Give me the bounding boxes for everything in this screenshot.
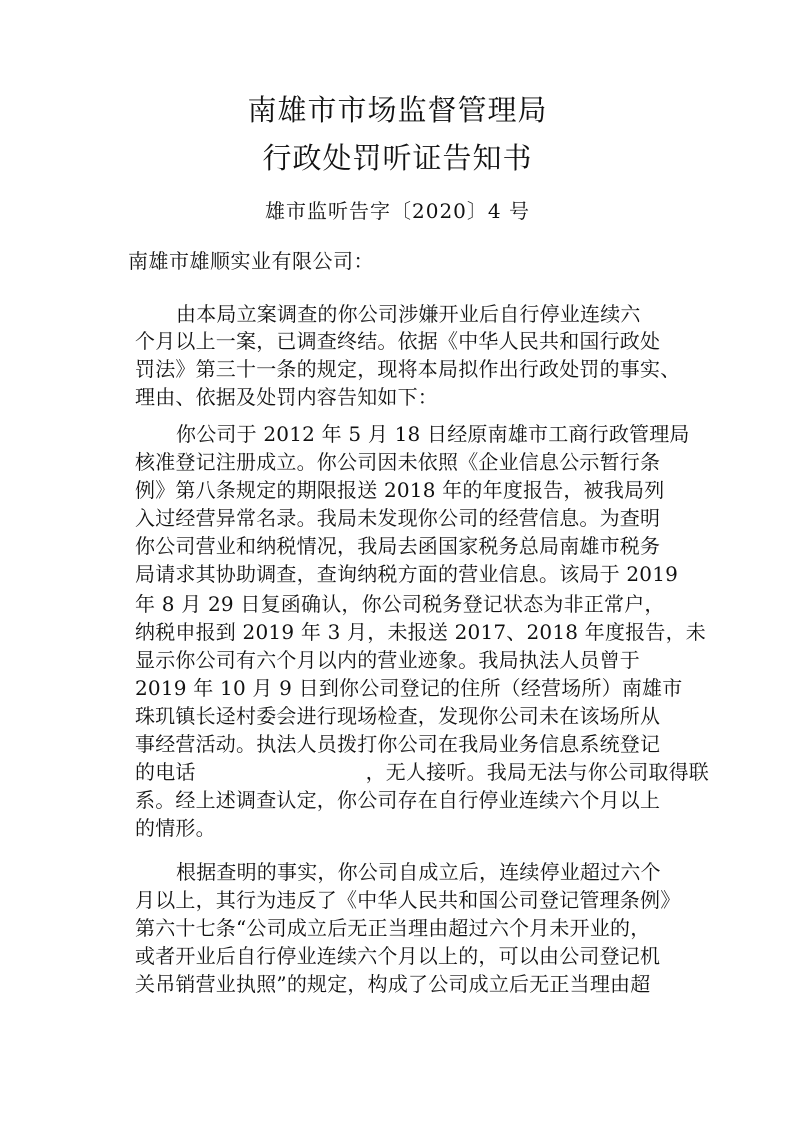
body-line: 根据查明的事实，你公司自成立后，连续停业超过六个 [176,860,661,884]
body-line: 的情形。 [135,816,216,840]
body-line: 珠玑镇长迳村委会进行现场检查，发现你公司未在该场所从 [135,704,661,728]
document-title-type: 行政处罚听证告知书 [262,141,533,175]
body-line: 系。经上述调查认定，你公司存在自行停业连续六个月以上 [135,788,661,812]
body-line: 你公司于 2012 年 5 月 18 日经原南雄市工商行政管理局 [176,422,690,446]
body-line: 个月以上一案，已调查终结。依据《中华人民共和国行政处 [135,329,661,353]
document-title-agency: 南雄市市场监督管理局 [247,93,548,127]
body-line: 纳税申报到 2019 年 3 月，未报送 2017、2018 年度报告，未 [135,620,706,644]
body-line: 2019 年 10 月 9 日到你公司登记的住所（经营场所）南雄市 [135,676,683,700]
body-line: 局请求其协助调查，查询纳税方面的营业信息。该局于 2019 [135,562,679,586]
body-line: 显示你公司有六个月以内的营业迹象。我局执法人员曾于 [135,648,640,672]
body-line: 你公司营业和纳税情况，我局去函国家税务总局南雄市税务 [135,534,661,558]
body-line: 第六十七条“公司成立后无正当理由超过六个月未开业的， [135,916,651,940]
body-line: 或者开业后自行停业连续六个月以上的，可以由公司登记机 [135,944,661,968]
document-number: 雄市监听告字〔2020〕4 号 [265,199,530,223]
body-line: 核准登记注册成立。你公司因未依照《企业信息公示暂行条 [135,450,661,474]
body-line: 月以上，其行为违反了《中华人民共和国公司登记管理条例》 [135,888,681,912]
body-line: 事经营活动。执法人员拨打你公司在我局业务信息系统登记 [135,732,661,756]
body-line: 关吊销营业执照”的规定，构成了公司成立后无正当理由超 [135,972,651,996]
body-line: 由本局立案调查的你公司涉嫌开业后自行停业连续六 [176,302,641,326]
addressee: 南雄市雄顺实业有限公司： [128,249,374,273]
body-line: 例》第八条规定的期限报送 2018 年的年度报告，被我局列 [135,478,665,502]
body-line: 理由、依据及处罚内容告知如下： [135,385,438,409]
body-line-phone [135,758,709,786]
phone-label: 的电话 [135,760,196,784]
phone-tail: ，无人接听。我局无法与你公司取得联 [365,760,710,784]
body-line: 入过经营异常名录。我局未发现你公司的经营信息。为查明 [135,506,661,530]
body-line: 罚法》第三十一条的规定，现将本局拟作出行政处罚的事实、 [135,357,681,381]
body-line: 年 8 月 29 日复函确认，你公司税务登记状态为非正常户， [135,592,665,616]
